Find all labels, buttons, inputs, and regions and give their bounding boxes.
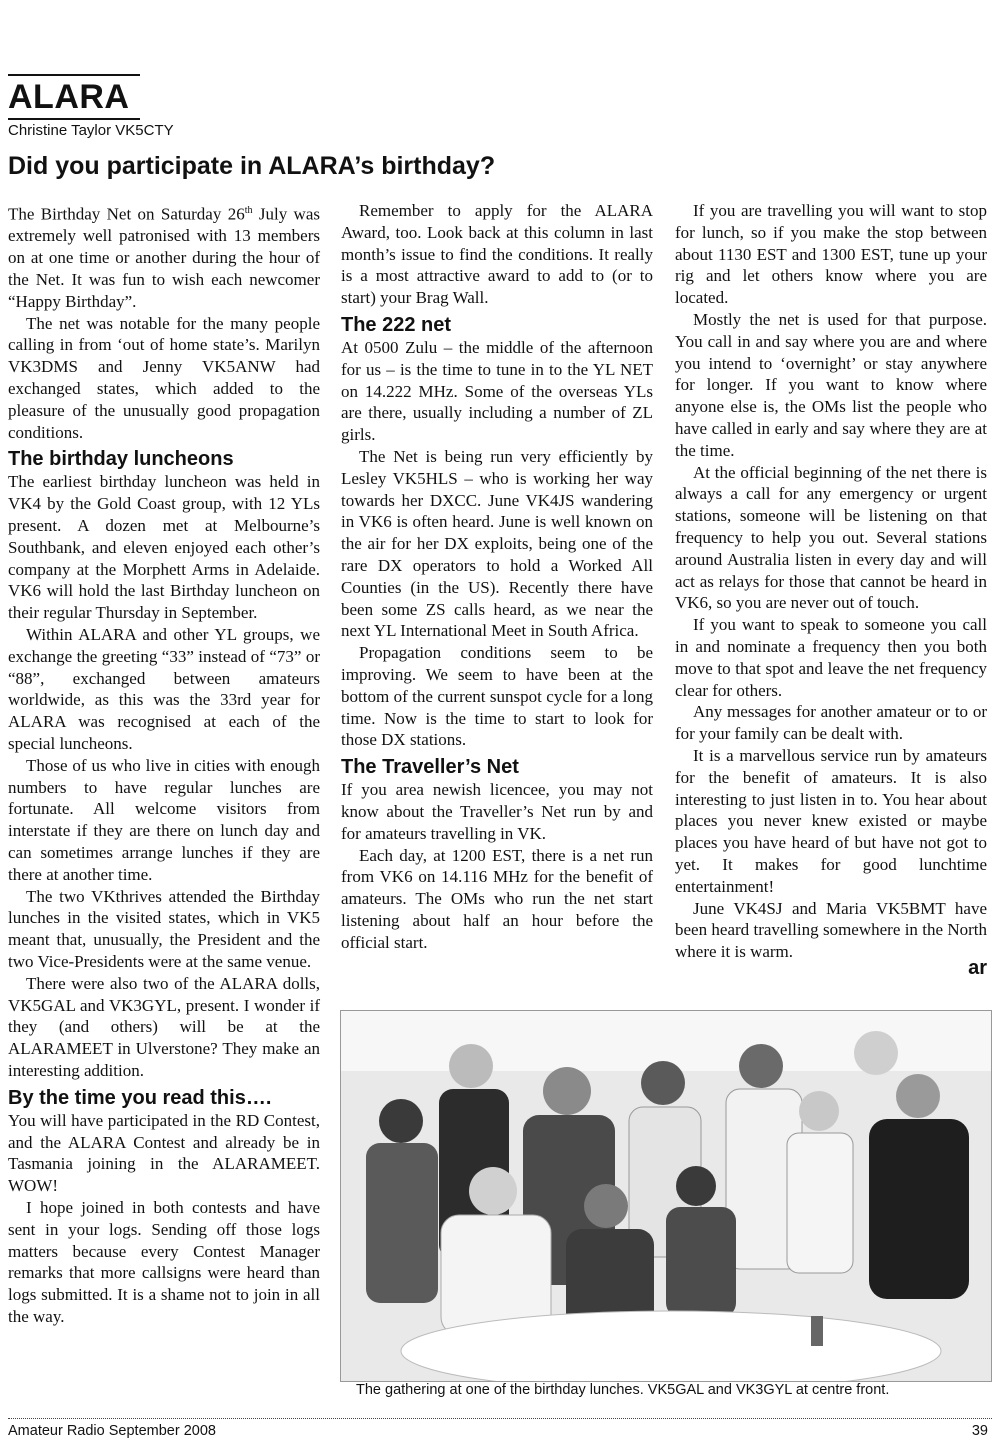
article-headline: Did you participate in ALARA’s birthday?	[8, 152, 496, 180]
subheading-by-the-time: By the time you read this….	[8, 1086, 272, 1109]
paragraph: Within ALARA and other YL groups, we exchange the greeting “33” instead of “73” or “88”, exchanged between amateurs worldwide, as this was the 33rd year for ALARA was recognised at each of the special luncheons.	[8, 625, 320, 753]
subheading-travellers-net: The Traveller’s Net	[341, 756, 519, 779]
paragraph: I hope joined in both contests and have sent in your logs. Sending off those logs matters because every Contest Manager remarks that more callsigns were heard than logs submitted. It is a shame not to join in all the way.	[8, 1197, 320, 1326]
paragraph: At 0500 Zulu – the middle of the afternoon for us – is the time to tune in to the YL NET on 14.222 MHz. Some of the overseas YLs are there, usually including a number of ZL girls.	[341, 337, 653, 445]
top-rule	[8, 74, 140, 76]
paragraph: If you area newish licencee, you may not know about the Traveller’s Net run by and for amateurs travelling in VK.	[341, 780, 653, 843]
paragraph: The net was notable for the many people calling in from ‘out of home state’s. Marilyn VK3DMS and Jenny VK5ANW had exchanged states, which added to the pleasure of the unusually good propagation conditions.	[8, 313, 320, 442]
footer-rule	[8, 1418, 992, 1419]
paragraph: The Net is being run very efficiently by Lesley VK5HLS – who is working her way towards her DXCC. June VK4JS wandering in VK6 is often heard. June is well known on the air for her DX exploits, being one of the rare DX operators to hold a Worked All Counties (in the US). Recently there have been some ZS calls heard, as we near the next YL International Meet in South Africa.	[341, 446, 653, 641]
photo-caption: The gathering at one of the birthday lunches. VK5GAL and VK3GYL at centre front.	[356, 1382, 890, 1398]
subheading-luncheons: The birthday luncheons	[8, 448, 234, 471]
end-mark: ar	[968, 956, 987, 979]
paragraph: Those of us who live in cities with enough numbers to have regular lunches are fortunate. All welcome visitors from interstate if they are there on lunch day and can sometimes arrange lunches if they are there at another time.	[8, 755, 320, 884]
paragraph: The two VKthrives attended the Birthday lunches in the visited states, which in VK5 meant that, unusually, the President and the two Vice-Presidents were at the same venue.	[8, 886, 320, 971]
paragraph: You will have participated in the RD Contest, and the ALARA Contest and already be in Tasmania joining in the ALARAMEET. WOW!	[8, 1110, 320, 1196]
paragraph: Each day, at 1200 EST, there is a net run from VK6 on 14.116 MHz for the benefit of amateurs. The OMs who run the net start listening about half an hour before the official start.	[341, 845, 653, 952]
page-number: 39	[971, 1423, 988, 1439]
paragraph: Any messages for another amateur or to or for your family can be dealt with.	[675, 702, 987, 744]
paragraph: The Birthday Net on Saturday 26th July was extremely well patronised with 13 members on at one time or another during the hour of the Net. It was fun to wish each newcomer “Happy Birthday”.	[8, 204, 321, 311]
section-title: ALARA	[8, 78, 130, 116]
paragraph: Remember to apply for the ALARA Award, too. Look back at this column in last month’s issue to find the conditions. It really is a most attractive award to add to (or to start) your Brag Wall.	[341, 201, 653, 308]
paragraph: It is a marvellous service run by amateurs for the benefit of amateurs. It is also interesting to just listen in to. You hear about places you never knew existed or maybe places you have heard of but have not got to yet. It makes for good lunchtime entertainment!	[675, 745, 987, 896]
paragraph: If you are travelling you will want to stop for lunch, so if you make the stop between about 1130 EST and 1300 EST, tune up your rig and let others know where you are located.	[675, 201, 987, 308]
column-2	[341, 200, 653, 954]
column-3	[675, 200, 987, 979]
paragraph: The earliest birthday luncheon was held in VK4 by the Gold Coast group, with 12 YLs present. A dozen met at Melbourne’s Southbank, and eleven enjoyed each other’s company at the Morphett Arms in Adelaide. VK6 will hold the last Birthday luncheon on their regular Thursday in September.	[8, 472, 320, 623]
paragraph: Mostly the net is used for that purpose. You call in and say where you are and where you intend to ‘overnight’ or stay anywhere for longer. If you want to know where anyone else is, the OMs list the people who have called in early and say where they are at the time.	[675, 309, 987, 460]
author-byline: Christine Taylor VK5CTY	[8, 122, 174, 139]
paragraph: If you want to speak to someone you call in and nominate a frequency then you both move to that spot and leave the net frequency clear for others.	[675, 615, 987, 700]
paragraph: Propagation conditions seem to be improving. We seem to have been at the bottom of the current sunspot cycle for a long time. Now is the time to start to look for those DX stations.	[341, 643, 653, 750]
group-photo	[340, 1010, 992, 1382]
subheading-222-net: The 222 net	[341, 313, 452, 336]
paragraph: June VK4SJ and Maria VK5BMT have been heard travelling somewhere in the North where it is warm.	[675, 898, 987, 962]
group-photo-image	[341, 1011, 991, 1381]
paragraph: There were also two of the ALARA dolls, VK5GAL and VK3GYL, present. I wonder if they (and others) will be at the ALARAMEET in Ulverstone? They make an interesting addition.	[8, 973, 320, 1080]
column-1	[8, 200, 320, 1328]
title-rule	[8, 118, 140, 120]
paragraph: At the official beginning of the net there is always a call for any emergency or urgent stations, someone will be listening on that frequency to help you out. Several stations around Australia listen in every day and will act as relays for those that cannot be heard in VK6, so you are never out of touch.	[675, 462, 987, 613]
footer-publication: Amateur Radio September 2008	[8, 1423, 216, 1439]
